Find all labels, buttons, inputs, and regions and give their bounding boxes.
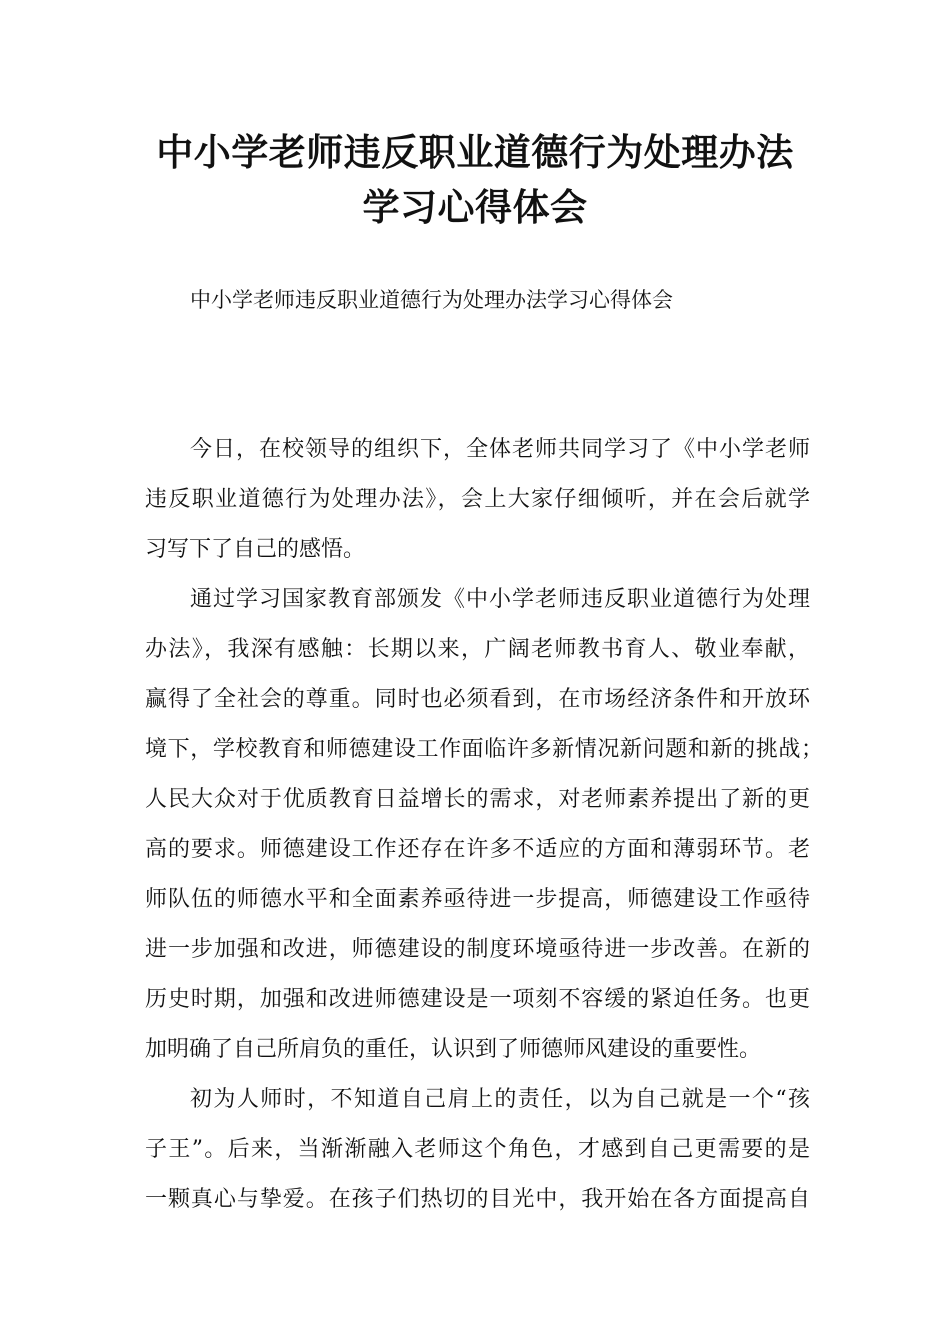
document-title-line-2: 学习心得体会 xyxy=(362,186,588,229)
paragraph-line: 进一步加强和改进，师德建设的制度环境亟待进一步改善。在新的 xyxy=(145,937,810,962)
paragraph-line: 通过学习国家教育部颁发《中小学老师违反职业道德行为处理 xyxy=(190,587,810,612)
paragraph-line: 一颗真心与挚爱。在孩子们热切的目光中，我开始在各方面提高自 xyxy=(145,1187,810,1212)
paragraph-line: 人民大众对于优质教育日益增长的需求，对老师素养提出了新的更 xyxy=(145,787,810,812)
paragraph-line: 境下，学校教育和师德建设工作面临许多新情况新问题和新的挑战； xyxy=(145,737,823,762)
paragraph-line: 高的要求。师德建设工作还存在许多不适应的方面和薄弱环节。老 xyxy=(145,837,810,862)
paragraph-line: 初为人师时，不知道自己肩上的责任，以为自己就是一个“孩 xyxy=(190,1087,810,1112)
document-subtitle: 中小学老师违反职业道德行为处理办法学习心得体会 xyxy=(190,288,673,312)
paragraph-line: 今日，在校领导的组织下，全体老师共同学习了《中小学老师 xyxy=(190,437,810,462)
paragraph-line: 办法》，我深有感触：长期以来，广阔老师教书育人、敬业奉献， xyxy=(145,637,810,662)
document-title-line-1: 中小学老师违反职业道德行为处理办法 xyxy=(156,131,794,174)
paragraph-line: 加明确了自己所肩负的重任，认识到了师德师风建设的重要性。 xyxy=(145,1037,762,1062)
paragraph-line: 违反职业道德行为处理办法》，会上大家仔细倾听，并在会后就学 xyxy=(145,487,810,512)
paragraph-line: 历史时期，加强和改进师德建设是一项刻不容缓的紧迫任务。也更 xyxy=(145,987,810,1012)
paragraph-line: 师队伍的师德水平和全面素养亟待进一步提高，师德建设工作亟待 xyxy=(145,887,810,912)
paragraph-line: 子王”。后来，当渐渐融入老师这个角色，才感到自己更需要的是 xyxy=(145,1137,810,1162)
paragraph-line: 习写下了自己的感悟。 xyxy=(145,537,366,562)
paragraph-line: 赢得了全社会的尊重。同时也必须看到，在市场经济条件和开放环 xyxy=(145,687,810,712)
